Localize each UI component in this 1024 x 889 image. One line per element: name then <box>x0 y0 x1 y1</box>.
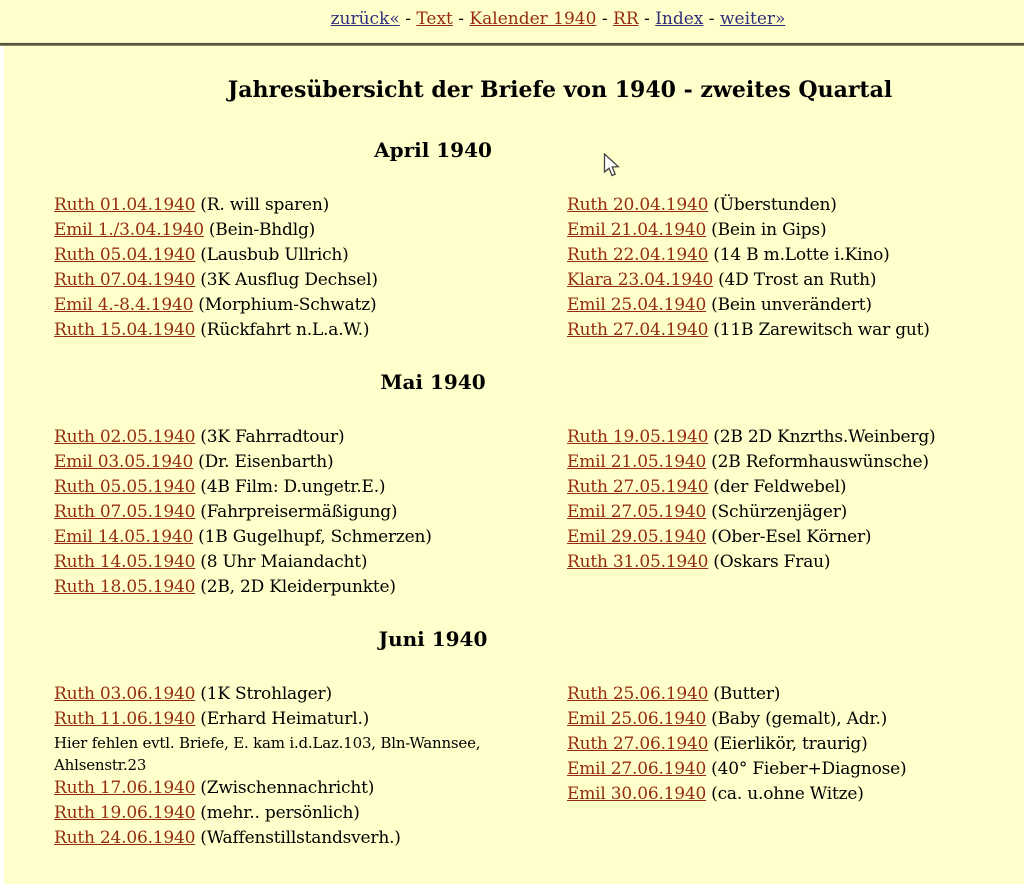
letter-link[interactable]: Emil 21.04.1940 <box>567 220 707 240</box>
letter-desc: (4D Trost an Ruth) <box>718 270 877 290</box>
nav-link-kalender-1940[interactable]: Kalender 1940 <box>469 9 597 29</box>
letter-column-left <box>54 682 567 851</box>
letter-link[interactable]: Ruth 24.06.1940 <box>54 828 196 848</box>
letter-entry <box>54 500 567 525</box>
months-container <box>4 137 1024 851</box>
letter-link[interactable]: Emil 30.06.1940 <box>567 784 707 804</box>
letter-desc: (2B 2D Knzrths.Weinberg) <box>713 427 936 447</box>
letter-desc: (Butter) <box>713 684 781 704</box>
nav-link-weiter[interactable]: weiter» <box>719 9 786 29</box>
letter-link[interactable]: Ruth 31.05.1940 <box>567 552 709 572</box>
nav-separator: - <box>452 9 470 29</box>
letter-column-right <box>567 425 1024 575</box>
page-title: Jahresübersicht der Briefe von 1940 - zweites Quartal <box>227 77 893 103</box>
letter-desc: (ca. u.ohne Witze) <box>711 784 864 804</box>
letter-entry <box>54 525 567 550</box>
letter-desc: (R. will sparen) <box>200 195 330 215</box>
month-columns <box>4 682 1024 851</box>
letter-entry <box>54 218 567 243</box>
letter-desc: (Erhard Heimaturl.) <box>200 709 370 729</box>
letter-entry <box>54 450 567 475</box>
top-navigation <box>0 0 1024 42</box>
letter-link[interactable]: Ruth 05.04.1940 <box>54 245 196 265</box>
letter-entry <box>567 425 1024 450</box>
letter-entry <box>54 707 567 732</box>
nav-link-index[interactable]: Index <box>655 9 704 29</box>
letter-desc: (4B Film: D.ungetr.E.) <box>200 477 386 497</box>
letter-column-left <box>54 193 567 343</box>
letter-desc: (14 B m.Lotte i.Kino) <box>713 245 890 265</box>
letter-entry <box>567 243 1024 268</box>
letter-desc: (Überstunden) <box>713 195 837 215</box>
letter-link[interactable]: Ruth 27.06.1940 <box>567 734 709 754</box>
letter-desc: (2B, 2D Kleiderpunkte) <box>200 577 396 597</box>
letter-link[interactable]: Emil 25.04.1940 <box>567 295 707 315</box>
letter-link[interactable]: Emil 27.06.1940 <box>567 759 707 779</box>
letter-entry <box>54 268 567 293</box>
letter-link[interactable]: Ruth 19.05.1940 <box>567 427 709 447</box>
letter-link[interactable]: Ruth 22.04.1940 <box>567 245 709 265</box>
letter-entry <box>567 707 1024 732</box>
letter-link[interactable]: Ruth 07.05.1940 <box>54 502 196 522</box>
letter-entry <box>567 782 1024 807</box>
letter-desc: (Baby (gemalt), Adr.) <box>711 709 888 729</box>
month-columns <box>4 425 1024 600</box>
letter-entry <box>567 268 1024 293</box>
nav-link-zur-ck[interactable]: zurück« <box>330 9 400 29</box>
letter-entry <box>54 575 567 600</box>
letter-link[interactable]: Ruth 01.04.1940 <box>54 195 196 215</box>
letter-link[interactable]: Ruth 19.06.1940 <box>54 803 196 823</box>
letter-entry <box>54 776 567 801</box>
letter-desc: (Ober-Esel Körner) <box>711 527 872 547</box>
nav-separator: - <box>399 9 417 29</box>
nav-links <box>331 9 786 29</box>
letter-link[interactable]: Ruth 14.05.1940 <box>54 552 196 572</box>
letter-desc: (Dr. Eisenbarth) <box>198 452 334 472</box>
letter-column-right <box>567 682 1024 807</box>
letter-entry <box>54 318 567 343</box>
letter-desc: (Bein in Gips) <box>711 220 827 240</box>
letter-desc: (8 Uhr Maiandacht) <box>200 552 368 572</box>
month-heading: Mai 1940 <box>380 370 486 394</box>
letter-entry <box>567 218 1024 243</box>
letter-link[interactable]: Emil 1./3.04.1940 <box>54 220 204 240</box>
letter-desc: (3K Fahrradtour) <box>200 427 345 447</box>
letter-desc: (3K Ausflug Dechsel) <box>200 270 378 290</box>
letter-desc: (Schürzenjäger) <box>711 502 848 522</box>
letter-column-right <box>567 193 1024 343</box>
letter-column-left <box>54 425 567 600</box>
letter-link[interactable]: Ruth 18.05.1940 <box>54 577 196 597</box>
letter-link[interactable]: Emil 4.-8.4.1940 <box>54 295 194 315</box>
letter-desc: (Lausbub Ullrich) <box>200 245 349 265</box>
letter-entry <box>567 525 1024 550</box>
letter-desc: (Oskars Frau) <box>713 552 831 572</box>
letter-link[interactable]: Ruth 27.05.1940 <box>567 477 709 497</box>
letter-entry <box>54 193 567 218</box>
letter-desc: (mehr.. persönlich) <box>200 803 360 823</box>
letter-link[interactable]: Ruth 03.06.1940 <box>54 684 196 704</box>
letter-link[interactable]: Emil 14.05.1940 <box>54 527 194 547</box>
letter-desc: (Bein-Bhdlg) <box>208 220 316 240</box>
letter-entry <box>567 757 1024 782</box>
letter-link[interactable]: Emil 29.05.1940 <box>567 527 707 547</box>
letter-link[interactable]: Ruth 15.04.1940 <box>54 320 196 340</box>
letter-entry <box>54 425 567 450</box>
letter-entry <box>567 450 1024 475</box>
letter-desc: (Fahrpreisermäßigung) <box>200 502 398 522</box>
month-section <box>4 626 1024 851</box>
letter-entry <box>567 500 1024 525</box>
letter-desc: (1K Strohlager) <box>200 684 332 704</box>
letter-link[interactable]: Ruth 25.06.1940 <box>567 684 709 704</box>
letter-link[interactable]: Ruth 02.05.1940 <box>54 427 196 447</box>
letter-entry <box>567 550 1024 575</box>
letter-link[interactable]: Emil 21.05.1940 <box>567 452 707 472</box>
letter-entry <box>567 732 1024 757</box>
letter-desc: (Morphium-Schwatz) <box>198 295 377 315</box>
letter-desc: (Rückfahrt n.L.a.W.) <box>200 320 370 340</box>
letter-entry <box>54 682 567 707</box>
letter-desc: (2B Reformhauswünsche) <box>711 452 929 472</box>
letter-desc: (Eierlikör, traurig) <box>713 734 868 754</box>
month-section <box>4 369 1024 600</box>
month-columns <box>4 193 1024 343</box>
letter-desc: (Zwischennachricht) <box>200 778 375 798</box>
nav-separator: - <box>638 9 656 29</box>
letter-link[interactable]: Emil 25.06.1940 <box>567 709 707 729</box>
letter-entry <box>54 801 567 826</box>
letter-entry <box>54 826 567 851</box>
letter-desc: (der Feldwebel) <box>713 477 847 497</box>
content-area <box>4 46 1024 884</box>
letter-entry <box>54 243 567 268</box>
letter-link[interactable]: Emil 03.05.1940 <box>54 452 194 472</box>
letter-link[interactable]: Ruth 27.04.1940 <box>567 320 709 340</box>
letter-link[interactable]: Klara 23.04.1940 <box>567 270 714 290</box>
nav-separator: - <box>596 9 614 29</box>
letter-entry <box>567 682 1024 707</box>
letter-entry <box>567 318 1024 343</box>
month-heading: April 1940 <box>374 138 492 162</box>
letter-link[interactable]: Emil 27.05.1940 <box>567 502 707 522</box>
letter-link[interactable]: Ruth 11.06.1940 <box>54 709 196 729</box>
letter-entry <box>54 475 567 500</box>
letter-entry <box>567 293 1024 318</box>
letter-desc: (Bein unverändert) <box>711 295 872 315</box>
letter-entry <box>567 475 1024 500</box>
nav-link-rr[interactable]: RR <box>613 9 639 29</box>
month-heading: Juni 1940 <box>378 627 488 651</box>
nav-separator: - <box>703 9 720 29</box>
letter-entry <box>54 293 567 318</box>
letter-entry <box>54 550 567 575</box>
letter-desc: (11B Zarewitsch war gut) <box>713 320 930 340</box>
letter-entry <box>567 193 1024 218</box>
nav-link-text[interactable]: Text <box>416 9 453 29</box>
letter-desc: (Waffenstillstandsverh.) <box>200 828 401 848</box>
month-section <box>4 137 1024 343</box>
letter-link[interactable]: Ruth 17.06.1940 <box>54 778 196 798</box>
missing-letters-note: Hier fehlen evtl. Briefe, E. kam i.d.Laz.103, Bln-Wannsee, Ahlsenstr.23 <box>54 734 481 774</box>
letter-desc: (1B Gugelhupf, Schmerzen) <box>198 527 432 547</box>
letter-link[interactable]: Ruth 20.04.1940 <box>567 195 709 215</box>
letter-link[interactable]: Ruth 07.04.1940 <box>54 270 196 290</box>
letter-desc: (40° Fieber+Diagnose) <box>711 759 907 779</box>
letter-link[interactable]: Ruth 05.05.1940 <box>54 477 196 497</box>
